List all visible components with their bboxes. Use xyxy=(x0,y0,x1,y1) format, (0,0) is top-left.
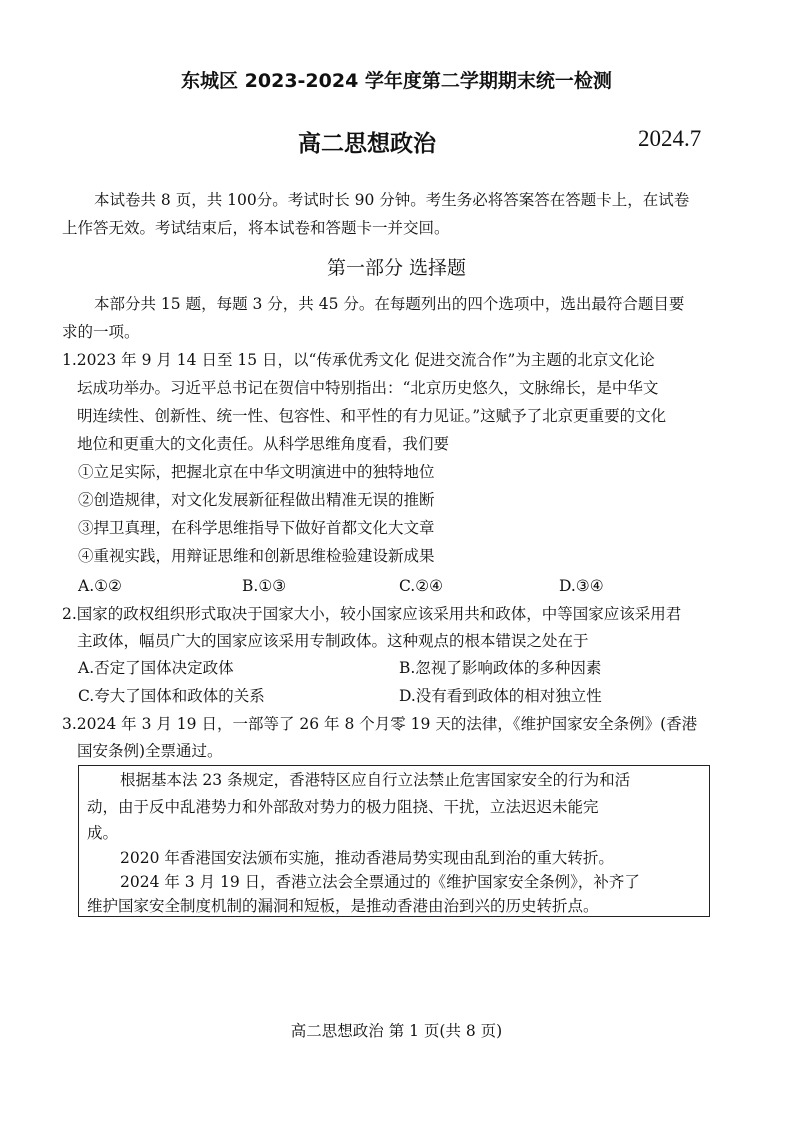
question-2-line-1: 2.国家的政权组织形式取决于国家大小，较小国家应该采用共和政体，中等国家应该采用君 xyxy=(62,605,682,623)
material-line-5: 2024 年 3 月 19 日，香港立法会全票通过的《维护国家安全条例》，补齐了 xyxy=(120,873,640,891)
material-line-6: 维护国家安全制度机制的漏洞和短板，是推动香港由治到兴的历史转折点。 xyxy=(87,897,599,915)
question-2-line-2: 主政体，幅员广大的国家应该采用专制政体。这种观点的根本错误之处在于 xyxy=(77,632,589,650)
subject-title: 高二思想政治 xyxy=(298,131,436,157)
question-1-option-a[interactable]: A.①② xyxy=(78,577,122,595)
question-1-option-d[interactable]: D.③④ xyxy=(559,577,604,595)
material-line-4: 2020 年香港国安法颁布实施，推动香港局势实现由乱到治的重大转折。 xyxy=(120,849,614,867)
material-line-3: 成。 xyxy=(87,824,119,842)
question-1-line-3: 明连续性、创新性、统一性、包容性、和平性的有力见证。”这赋予了北京更重要的文化 xyxy=(77,407,667,425)
question-3-line-1: 3.2024 年 3 月 19 日，一部等了 26 年 8 个月零 19 天的法律，《维护国家安全条例》(香港 xyxy=(62,715,698,733)
exam-title: 东城区 2023-2024 学年度第二学期期末统一检测 xyxy=(181,70,612,92)
question-3-line-2: 国安条例)全票通过。 xyxy=(77,742,223,760)
material-line-1: 根据基本法 23 条规定，香港特区应自行立法禁止危害国家安全的行为和活 xyxy=(120,771,631,789)
question-1-option-b[interactable]: B.①③ xyxy=(242,577,287,595)
question-1-statement-4: ④重视实践，用辩证思维和创新思维检验建设新成果 xyxy=(78,547,435,565)
question-1-line-1: 1.2023 年 9 月 14 日至 15 日，以“传承优秀文化 促进交流合作”为主题的北京文化论 xyxy=(62,351,655,369)
question-1-line-2: 坛成功举办。习近平总书记在贺信中特别指出：“北京历史悠久，文脉绵长，是中华文 xyxy=(77,379,659,397)
question-1-statement-2: ②创造规律，对文化发展新征程做出精准无误的推断 xyxy=(78,491,435,509)
question-1-statement-3: ③捍卫真理，在科学思维指导下做好首都文化大文章 xyxy=(78,519,435,537)
question-2-option-b[interactable]: B.忽视了影响政体的多种因素 xyxy=(399,659,602,677)
question-1-statement-1: ①立足实际，把握北京在中华文明演进中的独特地位 xyxy=(78,463,435,481)
question-2-option-c[interactable]: C.夸大了国体和政体的关系 xyxy=(78,687,265,705)
question-1-option-c[interactable]: C.②④ xyxy=(399,577,444,595)
instructions-line-1: 本试卷共 8 页，共 100分。考试时长 90 分钟。考生务必将答案答在答题卡上，在试卷 xyxy=(94,191,690,209)
question-2-option-d[interactable]: D.没有看到政体的相对独立性 xyxy=(399,687,602,705)
section-intro-line-2: 求的一项。 xyxy=(62,323,140,341)
page-footer: 高二思想政治 第 1 页(共 8 页) xyxy=(290,1022,503,1040)
section-title: 第一部分 选择题 xyxy=(326,257,467,279)
section-intro-line-1: 本部分共 15 题，每题 3 分，共 45 分。在每题列出的四个选项中，选出最符合题目要 xyxy=(94,295,685,313)
question-2-option-a[interactable]: A.否定了国体决定政体 xyxy=(78,659,234,677)
material-line-2: 动，由于反中乱港势力和外部敌对势力的极力阻挠、干扰，立法迟迟未能完 xyxy=(87,798,599,816)
question-1-line-4: 地位和更重大的文化责任。从科学思维角度看，我们要 xyxy=(77,435,450,453)
instructions-line-2: 上作答无效。考试结束后，将本试卷和答题卡一并交回。 xyxy=(62,219,450,237)
exam-date: 2024.7 xyxy=(638,126,702,151)
